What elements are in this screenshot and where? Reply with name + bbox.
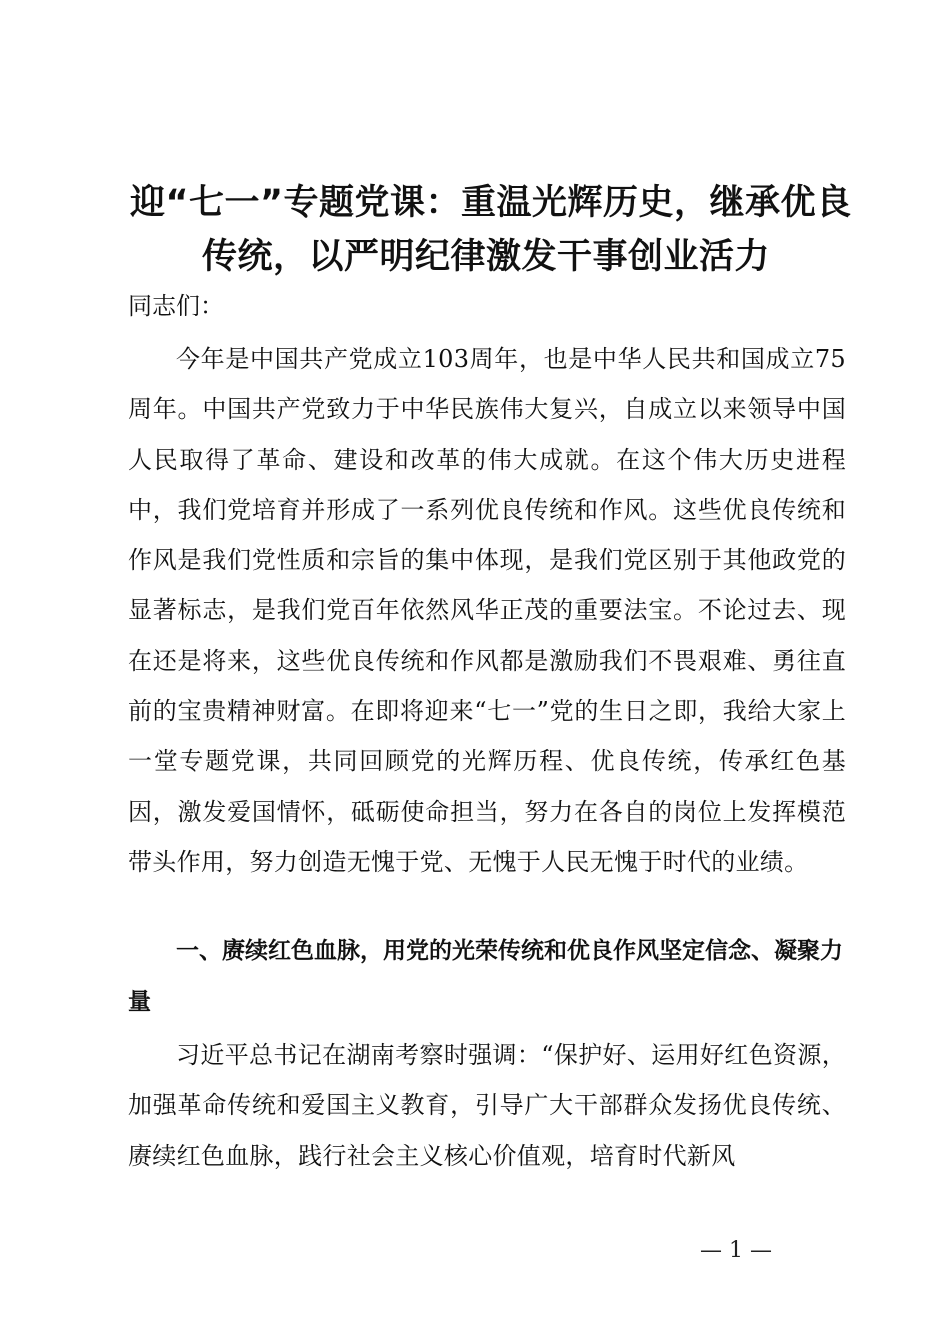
body-paragraph-2: 习近平总书记在湖南考察时强调：“保护好、运用好红色资源，加强革命传统和爱国主义教育，引导广大干部群众发扬优良传统、赓续红色血脉，践行社会主义核心价值观，培育时代新风: [128, 1041, 846, 1170]
document-title: [110, 176, 870, 284]
title-line-1: 迎“七一”专题党课：重温光辉历史，继承优良: [130, 183, 852, 223]
page-number: — 1 —: [700, 1238, 772, 1263]
salutation: 同志们：: [128, 292, 224, 320]
intro-paragraph: 今年是中国共产党成立103周年，也是中华人民共和国成立75周年。中国共产党致力于中华民族伟大复兴，自成立以来领导中国人民取得了革命、建设和改革的伟大成就。在这个伟大历史进程中，我们党培育并形成了一系列优良传统和作风。这些优良传统和作风是我们党性质和宗旨的集中体现，是我们党区别于其他政党的显著标志，是我们党百年依然风华正茂的重要法宝。不论过去、现在还是将来，这些优良传统和作风都是激励我们不畏艰难、勇往直前的宝贵精神财富。在即将迎来“七一”党的生日之即，我给大家上一堂专题党课，共同回顾党的光辉历程、优良传统，传承红色基因，激发爱国情怀，砥砺使命担当，努力在各自的岗位上发挥模范带头作用，努力创造无愧于党、无愧于人民无愧于时代的业绩。: [128, 345, 846, 876]
title-line-2: 传统，以严明纪律激发干事创业活力: [202, 237, 771, 277]
section-heading-1: 一、赓续红色血脉，用党的光荣传统和优良作风坚定信念、凝聚力量: [128, 938, 843, 1015]
